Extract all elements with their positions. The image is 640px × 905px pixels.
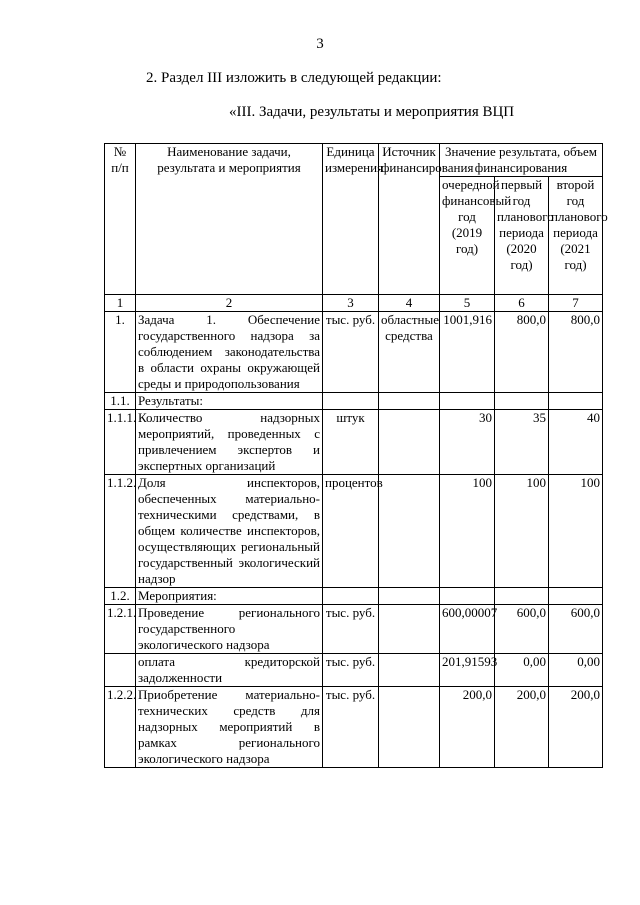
row-source — [379, 605, 440, 654]
row-num: 1.2.2. — [105, 687, 136, 768]
table-row — [105, 588, 603, 605]
table-row — [105, 410, 603, 475]
row-value-2020: 100 — [495, 475, 549, 588]
row-value-2019: 100 — [440, 475, 495, 588]
row-unit: тыс. руб. — [323, 687, 379, 768]
header-num: № п/п — [105, 144, 136, 295]
row-value-2021: 600,0 — [549, 605, 603, 654]
row-unit: процентов — [323, 475, 379, 588]
row-value-2019: 201,91593 — [440, 654, 495, 687]
row-value-2019 — [440, 588, 495, 605]
colnum-7: 7 — [549, 295, 603, 312]
row-unit: тыс. руб. — [323, 312, 379, 393]
row-value-2021: 40 — [549, 410, 603, 475]
row-name: Проведение регионального государственного экологического надзора — [136, 605, 323, 654]
row-value-2019 — [440, 393, 495, 410]
section-heading: «III. Задачи, результаты и мероприятия ВЦП — [229, 104, 515, 120]
row-unit — [323, 393, 379, 410]
row-value-2021 — [549, 588, 603, 605]
header-year-3: второй год планового периода (2021 год) — [549, 177, 603, 295]
table-body — [105, 144, 608, 768]
row-num — [105, 654, 136, 687]
table-row — [105, 312, 603, 393]
row-source — [379, 410, 440, 475]
row-name: Задача 1. Обеспечение государственного надзора за соблюдением законодательства в области охраны окружающей среды и природопользования — [136, 312, 323, 393]
colnum-1: 1 — [105, 295, 136, 312]
row-value-2020: 600,0 — [495, 605, 549, 654]
row-value-2021: 200,0 — [549, 687, 603, 768]
results-table — [104, 143, 608, 768]
header-source: Источник финансирования — [379, 144, 440, 295]
row-name: Мероприятия: — [136, 588, 323, 605]
header-row-1 — [105, 144, 603, 177]
row-source — [379, 393, 440, 410]
row-num: 1.1. — [105, 393, 136, 410]
row-source — [379, 654, 440, 687]
row-num: 1.2.1. — [105, 605, 136, 654]
row-unit — [323, 588, 379, 605]
row-value-2020: 35 — [495, 410, 549, 475]
table-row — [105, 654, 603, 687]
row-name: Количество надзорных мероприятий, проведенных с привлечением экспертов и экспертных организаций — [136, 410, 323, 475]
column-number-row — [105, 295, 603, 312]
intro-text: 2. Раздел III изложить в следующей редакции: — [146, 70, 442, 86]
row-value-2021: 0,00 — [549, 654, 603, 687]
row-value-2019: 600,00007 — [440, 605, 495, 654]
row-name: Доля инспекторов, обеспеченных материально-техническими средствами, в общем количестве инспекторов, осуществляющих региональный государственный экологический надзор — [136, 475, 323, 588]
row-num: 1.1.2. — [105, 475, 136, 588]
header-year-1: очередной финансовый год (2019 год) — [440, 177, 495, 295]
colnum-3: 3 — [323, 295, 379, 312]
row-unit: тыс. руб. — [323, 654, 379, 687]
row-value-2020 — [495, 588, 549, 605]
table-row — [105, 687, 603, 768]
colnum-5: 5 — [440, 295, 495, 312]
colnum-6: 6 — [495, 295, 549, 312]
colnum-2: 2 — [136, 295, 323, 312]
row-name: Результаты: — [136, 393, 323, 410]
row-value-2020: 200,0 — [495, 687, 549, 768]
row-unit: тыс. руб. — [323, 605, 379, 654]
header-value-group: Значение результата, объем финансирования — [440, 144, 603, 177]
row-name: оплата кредиторской задолженности — [136, 654, 323, 687]
table-row — [105, 393, 603, 410]
header-unit: Единица измерения — [323, 144, 379, 295]
row-value-2021 — [549, 393, 603, 410]
row-num: 1. — [105, 312, 136, 393]
row-value-2020 — [495, 393, 549, 410]
header-name: Наименование задачи, результата и мероприятия — [136, 144, 323, 295]
table-row — [105, 605, 603, 654]
row-name: Приобретение материально-технических средств для надзорных мероприятий в рамках регионального экологического надзора — [136, 687, 323, 768]
row-value-2020: 800,0 — [495, 312, 549, 393]
row-source — [379, 687, 440, 768]
row-value-2019: 1001,916 — [440, 312, 495, 393]
row-value-2019: 200,0 — [440, 687, 495, 768]
row-source: областные средства — [379, 312, 440, 393]
row-source — [379, 588, 440, 605]
row-num: 1.2. — [105, 588, 136, 605]
row-source — [379, 475, 440, 588]
header-year-2: первый год планового периода (2020 год) — [495, 177, 549, 295]
row-num: 1.1.1. — [105, 410, 136, 475]
colnum-4: 4 — [379, 295, 440, 312]
row-value-2020: 0,00 — [495, 654, 549, 687]
row-value-2019: 30 — [440, 410, 495, 475]
row-unit: штук — [323, 410, 379, 475]
row-value-2021: 100 — [549, 475, 603, 588]
row-value-2021: 800,0 — [549, 312, 603, 393]
page-number: 3 — [316, 36, 324, 52]
table-row — [105, 475, 603, 588]
